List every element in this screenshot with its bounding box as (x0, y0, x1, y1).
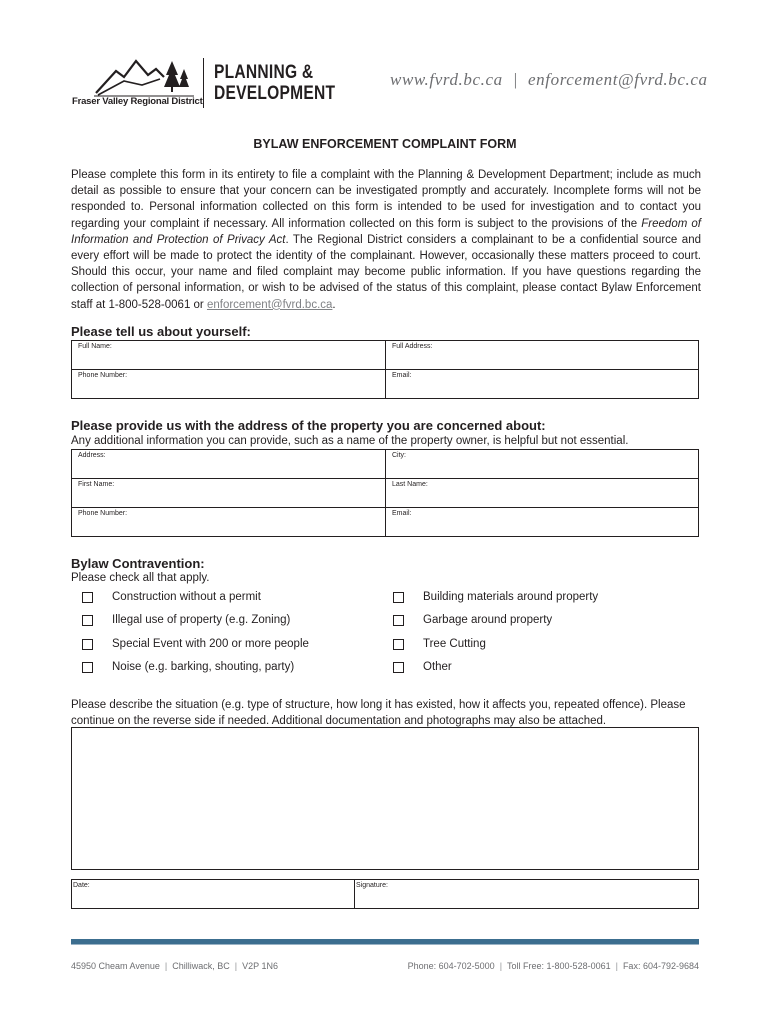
header-contact (390, 70, 708, 90)
footer-separator: | (615, 961, 618, 971)
full-name-field[interactable]: Full Name: (78, 343, 112, 350)
website-link[interactable]: www.fvrd.bc.ca (390, 70, 503, 89)
footer-bar-line (71, 944, 699, 945)
checkbox-other[interactable] (393, 662, 404, 673)
footer-postal: V2P 1N6 (242, 961, 278, 971)
signature-field[interactable]: Signature: (356, 882, 388, 889)
header-separator: | (512, 70, 519, 89)
owner-email-field[interactable]: Email: (385, 508, 698, 536)
checkbox-tree-cutting[interactable] (393, 639, 404, 650)
checkbox-special-event[interactable] (82, 639, 93, 650)
owner-last-name-field[interactable]: Last Name: (385, 479, 698, 507)
header-divider (203, 58, 204, 108)
dept-line-2: DEVELOPMENT (214, 83, 336, 104)
owner-first-name-field[interactable]: First Name: (78, 481, 115, 488)
date-field[interactable]: Date: (72, 880, 355, 908)
property-subheading: Any additional information you can provide, such as a name of the property owner, is helpful but not essential. (71, 435, 629, 447)
option-label: Other (423, 661, 452, 673)
org-name: Fraser Valley Regional District (72, 96, 203, 107)
intro-paragraph (71, 167, 701, 313)
option-label: Noise (e.g. barking, shouting, party) (112, 661, 295, 673)
intro-part-2: . The Regional District considers a complainant to be a confidential source and every effort will be made to protect the identity of the complainant. However, occasionally these matters proceed to court. Should this occur, your name and filed complaint may become public information. If you have questions regarding the collection of personal information, or wish to be advised of the status of this complaint, please contact Bylaw Enforcement staff at 1-800-528-0061 or (71, 233, 701, 311)
grid-row (72, 507, 698, 536)
owner-phone-field[interactable]: Phone Number: (78, 510, 128, 517)
footer-contact (408, 961, 699, 971)
header-email-link[interactable]: enforcement@fvrd.bc.ca (528, 70, 708, 89)
description-textarea[interactable] (71, 727, 699, 870)
date-signature-row (71, 879, 699, 909)
grid-row (72, 478, 698, 507)
checkbox-building-materials[interactable] (393, 592, 404, 603)
phone-field[interactable]: Phone Number: (78, 372, 128, 379)
description-instructions: Please describe the situation (e.g. type of structure, how long it has existed, how it affects you, repeated offence). Please continue on the reverse side if needed. Additional documentation and photographs may also be attached. (71, 699, 686, 727)
footer-fax: Fax: 604-792-9684 (622, 961, 699, 971)
mountain-logo-icon (94, 55, 194, 97)
grid-row (72, 341, 698, 369)
option-label: Construction without a permit (112, 591, 261, 603)
option-label: Garbage around property (423, 614, 553, 626)
dept-line-1: PLANNING & (214, 62, 314, 83)
property-grid (71, 449, 699, 537)
form-title: BYLAW ENFORCEMENT COMPLAINT FORM (253, 137, 517, 151)
checkbox-noise[interactable] (82, 662, 93, 673)
foi-act-name: Freedom of Information and Protection of Privacy Act (71, 217, 701, 246)
grid-row (72, 369, 698, 398)
option-label: Tree Cutting (423, 638, 486, 650)
option-label: Illegal use of property (e.g. Zoning) (112, 614, 291, 626)
footer-address (71, 961, 278, 971)
option-label: Special Event with 200 or more people (112, 638, 309, 650)
footer-city: Chilliwack, BC (172, 961, 230, 971)
footer-phone: Phone: 604-702-5000 (407, 961, 495, 971)
full-address-field[interactable]: Full Address: (385, 341, 698, 369)
checkbox-garbage[interactable] (393, 615, 404, 626)
contravention-heading: Bylaw Contravention: (71, 556, 205, 571)
intro-part-1: Please complete this form in its entirety to file a complaint with the Planning & Development Department; include as much detail as possible to ensure that your concern can be investigated promptly and accurately. Incomplete forms will not be responded to. Personal information collected on this form is intended to be used for investigation and to contact you regarding your complaint if necessary. All information collected on this form is subject to the provisions of the (71, 169, 701, 230)
intro-email-link[interactable]: enforcement@fvrd.bc.ca (206, 298, 333, 311)
footer-separator: | (164, 961, 168, 971)
property-address-field[interactable]: Address: (78, 452, 106, 459)
option-label: Building materials around property (423, 591, 599, 603)
footer-street: 45950 Cheam Avenue (71, 961, 160, 971)
property-heading: Please provide us with the address of the property you are concerned about: (71, 418, 546, 433)
about-you-heading: Please tell us about yourself: (71, 324, 251, 339)
email-field[interactable]: Email: (385, 370, 698, 398)
footer-separator: | (499, 961, 503, 971)
contravention-subheading: Please check all that apply. (71, 572, 210, 584)
intro-end: . (332, 298, 336, 311)
about-you-grid (71, 340, 699, 399)
property-city-field[interactable]: City: (385, 450, 698, 478)
footer-separator: | (234, 961, 238, 971)
checkbox-construction[interactable] (82, 592, 93, 603)
footer-toll-free: Toll Free: 1-800-528-0061 (507, 961, 611, 971)
grid-row (72, 450, 698, 478)
department-title (214, 62, 335, 104)
checkbox-illegal-use[interactable] (82, 615, 93, 626)
